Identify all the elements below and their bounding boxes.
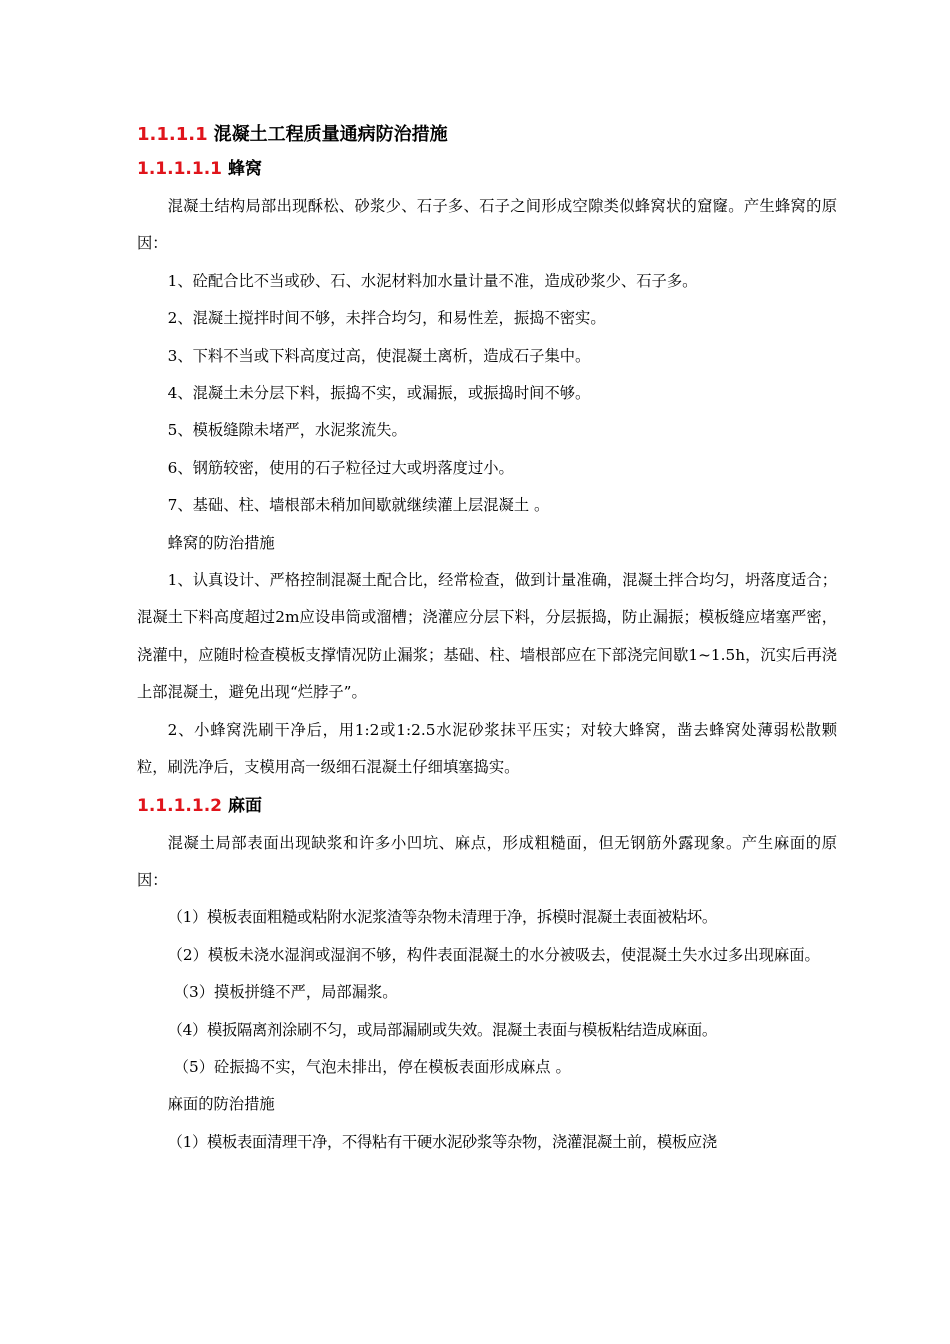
pitted-surface-intro: 混凝土局部表面出现缺浆和许多小凹坑、麻点，形成粗糙面，但无钢筋外露现象。产生麻面的原因：	[137, 833, 837, 889]
honeycomb-intro: 混凝土结构局部出现酥松、砂浆少、石子多、石子之间形成空隙类似蜂窝状的窟窿。产生蜂窝的原因：	[137, 197, 837, 253]
honeycomb-cause-2: 2、混凝土搅拌时间不够，未拌合均匀，和易性差，振捣不密实。	[167, 309, 606, 328]
honeycomb-cause-7: 7、基础、柱、墙根部未稍加间歇就继续灌上层混凝土 。	[167, 496, 550, 515]
honeycomb-cause-5: 5、模板缝隙未堵严，水泥浆流失。	[167, 421, 407, 440]
pitted-surface-cause-5: （5）砼振捣不实，气泡未排出，停在模板表面形成麻点 。	[173, 1057, 571, 1076]
subsection-title: 麻面	[227, 795, 262, 816]
pitted-surface-cause-2: （2）模板未浇水湿润或湿润不够，构件表面混凝土的水分被吸去，使混凝土失水过多出现麻面。	[167, 945, 820, 964]
subsection-heading-honeycomb	[137, 154, 837, 184]
honeycomb-measure-1: 1、认真设计、严格控制混凝土配合比，经常检查，做到计量准确，混凝土拌合均匀，坍落度适合；混凝土下料高度超过2m应设串筒或溜槽；浇灌应分层下料，分层振捣，防止漏振；模板缝应堵塞严密，浇灌中，应随时检查模板支撑情况防止漏浆；基础、柱、墙根部应在下部浇完间歇1~1.5h，沉实后再浇上部混凝土，避免出现“烂脖子”。	[137, 571, 837, 702]
honeycomb-cause-1: 1、砼配合比不当或砂、石、水泥材料加水量计量不准，造成砂浆少、石子多。	[167, 271, 698, 290]
section-number: 1.1.1.1	[137, 124, 208, 145]
honeycomb-cause-4: 4、混凝土未分层下料，振捣不实，或漏振，或振捣时间不够。	[167, 384, 591, 403]
honeycomb-cause-3: 3、下料不当或下料高度过高，使混凝土离析，造成石子集中。	[167, 346, 591, 365]
subsection-number: 1.1.1.1.2	[137, 795, 222, 816]
pitted-surface-cause-4: （4）模扳隔离剂涂刷不匀，或局部漏刷或失效。混凝土表面与模板粘结造成麻面。	[167, 1020, 717, 1039]
honeycomb-measures-heading: 蜂窝的防治措施	[167, 533, 275, 552]
subsection-number: 1.1.1.1.1	[137, 159, 222, 179]
section-heading	[137, 120, 837, 150]
subsection-heading-pitted-surface	[137, 791, 837, 821]
subsection-title: 蜂窝	[227, 159, 262, 179]
pitted-surface-cause-3: （3）摸板拼缝不严，局部漏浆。	[173, 983, 398, 1002]
honeycomb-cause-6: 6、钢筋较密，使用的石子粒径过大或坍落度过小。	[167, 458, 514, 477]
pitted-surface-measure-1: （1）模板表面清理干净，不得粘有干硬水泥砂浆等杂物，浇灌混凝土前，模板应浇	[167, 1132, 717, 1151]
document-body	[137, 120, 837, 1161]
honeycomb-measure-2: 2、小蜂窝洗刷干净后，用1:2或1:2.5水泥砂浆抹平压实；对较大蜂窝，凿去蜂窝处薄弱松散颗粒，刷洗净后，支模用高一级细石混凝土仔细填塞捣实。	[137, 720, 837, 777]
pitted-surface-cause-1: （1）模板表面粗糙或粘附水泥浆渣等杂物未清理于净，拆模时混凝土表面被粘坏。	[167, 908, 717, 927]
section-title: 混凝土工程质量通病防治措施	[213, 124, 448, 145]
pitted-surface-measures-heading: 麻面的防治措施	[167, 1095, 275, 1114]
